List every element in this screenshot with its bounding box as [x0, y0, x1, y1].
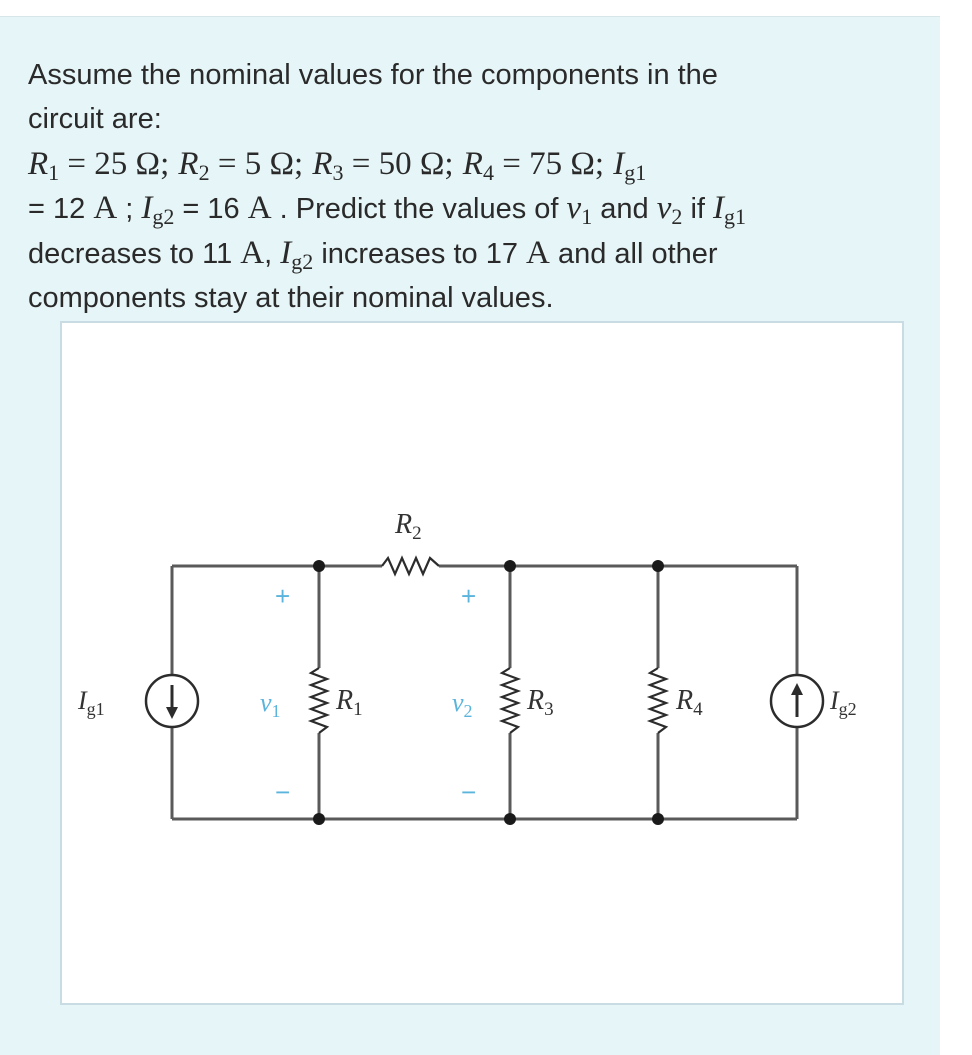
r2-value: 5 Ω;: [244, 146, 304, 182]
label-r1: $R_1$: [336, 685, 363, 720]
label-ig2: $I_{g2}$: [830, 686, 857, 719]
question-line-1: Assume the nominal values for the components in the: [28, 59, 718, 91]
circuit-figure: [60, 321, 904, 1005]
v1-plus-sign: +: [275, 581, 291, 611]
node-top-2: [504, 560, 516, 572]
label-v2: $v_2$: [452, 688, 473, 721]
label-ig1: $I_{g1}$: [78, 686, 105, 719]
question-line-5: decreases to 11 A, $I_{g2}$ increases to 17 A and all other: [28, 235, 718, 274]
resistor-r2: [382, 558, 439, 574]
v1-minus-sign: −: [275, 777, 291, 807]
node-top-1: [313, 560, 325, 572]
question-line-2: circuit are:: [28, 103, 162, 135]
label-r2: $R_2$: [395, 509, 422, 544]
v2-plus-sign: +: [461, 581, 477, 611]
resistor-r3: [502, 668, 518, 733]
v2-minus-sign: −: [461, 777, 477, 807]
question-line-4: = 12 A ; $I_{g2} = 16$ A . Predict the values of $v_1$ and $v_2$ if $I_{g1}$: [28, 190, 746, 229]
question-card: [0, 16, 940, 1055]
node-bottom-3: [652, 813, 664, 825]
ig1-nominal: = 12: [28, 193, 86, 225]
question-line-6: components stay at their nominal values.: [28, 282, 554, 314]
label-v1: $v_1$: [260, 688, 281, 721]
resistor-r4: [650, 668, 666, 733]
current-source-ig2: [771, 675, 823, 727]
node-top-3: [652, 560, 664, 572]
resistor-r1: [311, 668, 327, 733]
label-r4: $R_4$: [676, 685, 703, 720]
node-bottom-1: [313, 813, 325, 825]
r4-value: 75 Ω;: [529, 146, 605, 182]
current-source-ig1: [146, 675, 198, 727]
circuit-diagram: [62, 323, 902, 1003]
r3-value: 50 Ω;: [378, 146, 454, 182]
question-text: [28, 53, 908, 320]
r1-value: 25 Ω;: [94, 146, 170, 182]
node-bottom-2: [504, 813, 516, 825]
ig2-nominal: = 16: [182, 193, 240, 225]
label-r3: $R_3$: [527, 685, 554, 720]
question-line-values: $R_1 = 25$ Ω; $R_2 = 5$ Ω; $R_3 = 50$ Ω; $R_4 = 75$ Ω; $I_{g1}$: [28, 146, 647, 185]
